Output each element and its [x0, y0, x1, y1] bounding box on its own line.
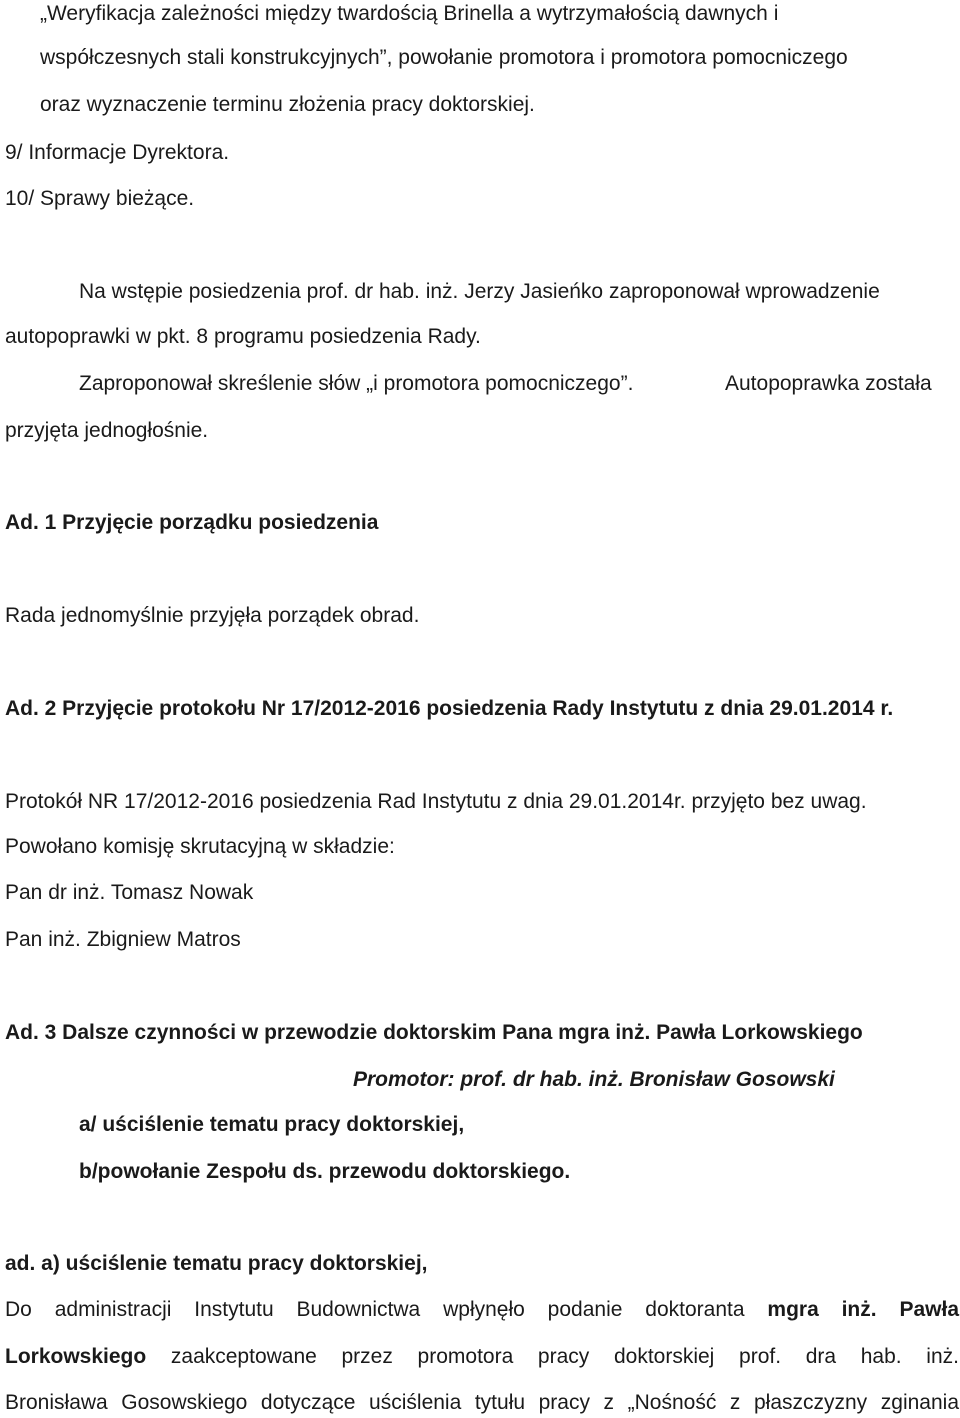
- ad-a-paragraph-line-3: Bronisława Gosowskiego dotyczące uściślenia tytułu pracy z „Nośność z płaszczyzny zginania: [5, 1391, 959, 1414]
- ad2-text-2: Powołano komisję skrutacyjną w składzie:: [5, 835, 395, 858]
- ad-a-heading: ad. a) uściślenie tematu pracy doktorskiej,: [5, 1252, 428, 1275]
- ad3-heading: Ad. 3 Dalsze czynności w przewodzie doktorskim Pana mgra inż. Pawła Lorkowskiego: [5, 1021, 863, 1044]
- ad-a-line-1-bold: mgra inż. Pawła: [767, 1298, 959, 1321]
- ad2-text-1: Protokół NR 17/2012-2016 posiedzenia Rad Instytutu z dnia 29.01.2014r. przyjęto bez uwag.: [5, 790, 867, 813]
- ad2-heading: Ad. 2 Przyjęcie protokołu Nr 17/2012-2016 posiedzenia Rady Instytutu z dnia 29.01.2014 r.: [5, 697, 894, 720]
- topic-line-2: współczesnych stali konstrukcyjnych”, powołanie promotora i promotora pomocniczego: [40, 46, 848, 69]
- ad3-item-a: a/ uściślenie tematu pracy doktorskiej,: [79, 1113, 465, 1136]
- ad3-promotor: Promotor: prof. dr hab. inż. Bronisław Gosowski: [353, 1068, 835, 1091]
- topic-line-3: oraz wyznaczenie terminu złożenia pracy doktorskiej.: [40, 93, 535, 116]
- intro-paragraph-2-line-1b: Autopoprawka została: [725, 372, 932, 395]
- ad-a-paragraph-line-2: [5, 1343, 959, 1371]
- intro-paragraph-1-line-1: Na wstępie posiedzenia prof. dr hab. inż. Jerzy Jasieńko zaproponował wprowadzenie: [79, 280, 880, 303]
- ad2-committee-member-2: Pan inż. Zbigniew Matros: [5, 928, 241, 951]
- intro-paragraph-2-line-2: przyjęta jednogłośnie.: [5, 419, 209, 442]
- agenda-item-10: 10/ Sprawy bieżące.: [5, 187, 195, 210]
- ad1-text: Rada jednomyślnie przyjęła porządek obrad.: [5, 604, 420, 627]
- ad-a-paragraph-line-1: [5, 1296, 959, 1324]
- ad1-heading: Ad. 1 Przyjęcie porządku posiedzenia: [5, 511, 379, 534]
- topic-line-1: „Weryfikacja zależności między twardością Brinella a wytrzymałością dawnych i: [40, 2, 779, 25]
- ad-a-line-1-normal: Do administracji Instytutu Budownictwa wpłynęło podanie doktoranta: [5, 1298, 745, 1321]
- ad-a-line-2-normal: zaakceptowane przez promotora pracy doktorskiej prof. dra hab. inż.: [170, 1345, 959, 1368]
- ad2-committee-member-1: Pan dr inż. Tomasz Nowak: [5, 881, 254, 904]
- ad-a-line-2-bold: Lorkowskiego: [5, 1345, 147, 1368]
- intro-paragraph-1-line-2: autopoprawki w pkt. 8 programu posiedzenia Rady.: [5, 325, 481, 348]
- agenda-item-9: 9/ Informacje Dyrektora.: [5, 141, 230, 164]
- intro-paragraph-2-line-1a: Zaproponował skreślenie słów „i promotora pomocniczego”.: [79, 372, 634, 395]
- ad3-item-b: b/powołanie Zespołu ds. przewodu doktorskiego.: [79, 1160, 571, 1183]
